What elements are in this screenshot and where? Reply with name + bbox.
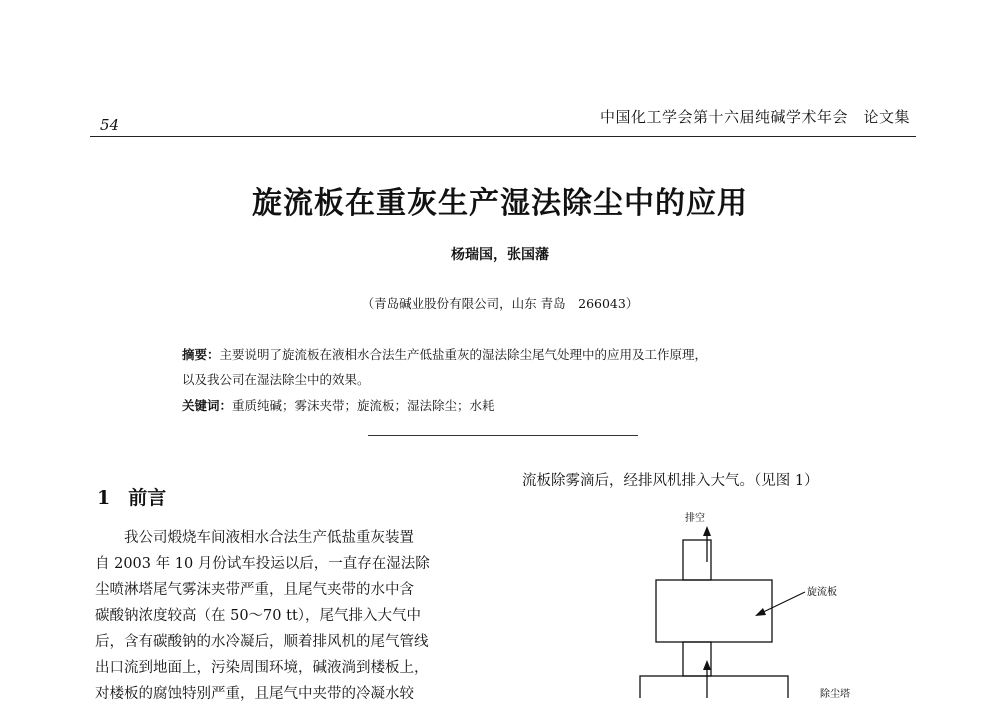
body-line: 对楼板的腐蚀特别严重，且尾气中夹带的冷凝水较 <box>95 686 414 702</box>
swirl-plate-box <box>656 580 772 642</box>
inflow-arrow-head <box>703 660 711 670</box>
abstract-line-1 <box>182 345 707 363</box>
abstract-line-2: 以及我公司在湿法除尘中的效果。 <box>182 372 370 387</box>
figure-label-swirl-plate: 旋流板 <box>807 587 837 598</box>
article-affiliation: （青岛碱业股份有限公司，山东 青岛 266043） <box>361 296 639 311</box>
dust-tower-box <box>640 676 788 698</box>
outflow-arrow-head <box>703 526 711 536</box>
section-title: 前言 <box>128 487 167 509</box>
figure-label-dust-tower: 除尘塔 <box>820 689 850 698</box>
keywords-label: 关键词： <box>182 398 233 413</box>
body-line: 自 2003 年 10 月份试车投运以后，一直存在湿法除 <box>95 556 430 572</box>
article-authors: 杨瑞国，张国藩 <box>451 247 549 263</box>
page-number: 54 <box>100 116 120 134</box>
body-line: 我公司煅烧车间液相水合法生产低盐重灰装置 <box>95 530 414 546</box>
body-line: 后，含有碳酸钠的水冷凝后，顺着排风机的尾气管线 <box>95 634 429 650</box>
keywords-line <box>182 396 495 414</box>
figure-diagram <box>600 500 880 698</box>
body-line: 碳酸钠浓度较高（在 50～70 tt），尾气排入大气中 <box>95 608 422 624</box>
section-number: 1 <box>97 487 111 509</box>
article-title: 旋流板在重灰生产湿法除尘中的应用 <box>252 186 748 221</box>
swirl-plate-leader-head <box>755 608 766 616</box>
abstract-rule <box>368 435 638 436</box>
body-line: 出口流到地面上，污染周围环境，碱液淌到楼板上， <box>95 660 429 676</box>
right-column-line: 流板除雾滴后，经排风机排入大气。（见图 1） <box>522 473 819 489</box>
abstract-label: 摘要： <box>182 347 220 362</box>
keywords-text: 重质纯碱；雾沫夹带；旋流板；湿法除尘；水耗 <box>232 398 495 413</box>
abstract-text-1: 主要说明了旋流板在液相水合法生产低盐重灰的湿法除尘尾气处理中的应用及工作原理， <box>219 347 708 362</box>
body-line: 尘喷淋塔尾气雾沫夹带严重，且尾气夹带的水中含 <box>95 582 414 598</box>
section-heading <box>97 483 166 510</box>
running-header: 中国化工学会第十六届纯碱学术年会 论文集 <box>599 108 910 126</box>
header-rule <box>90 136 916 137</box>
figure-label-exhaust: 排空 <box>685 513 705 524</box>
figure-1 <box>600 500 880 698</box>
